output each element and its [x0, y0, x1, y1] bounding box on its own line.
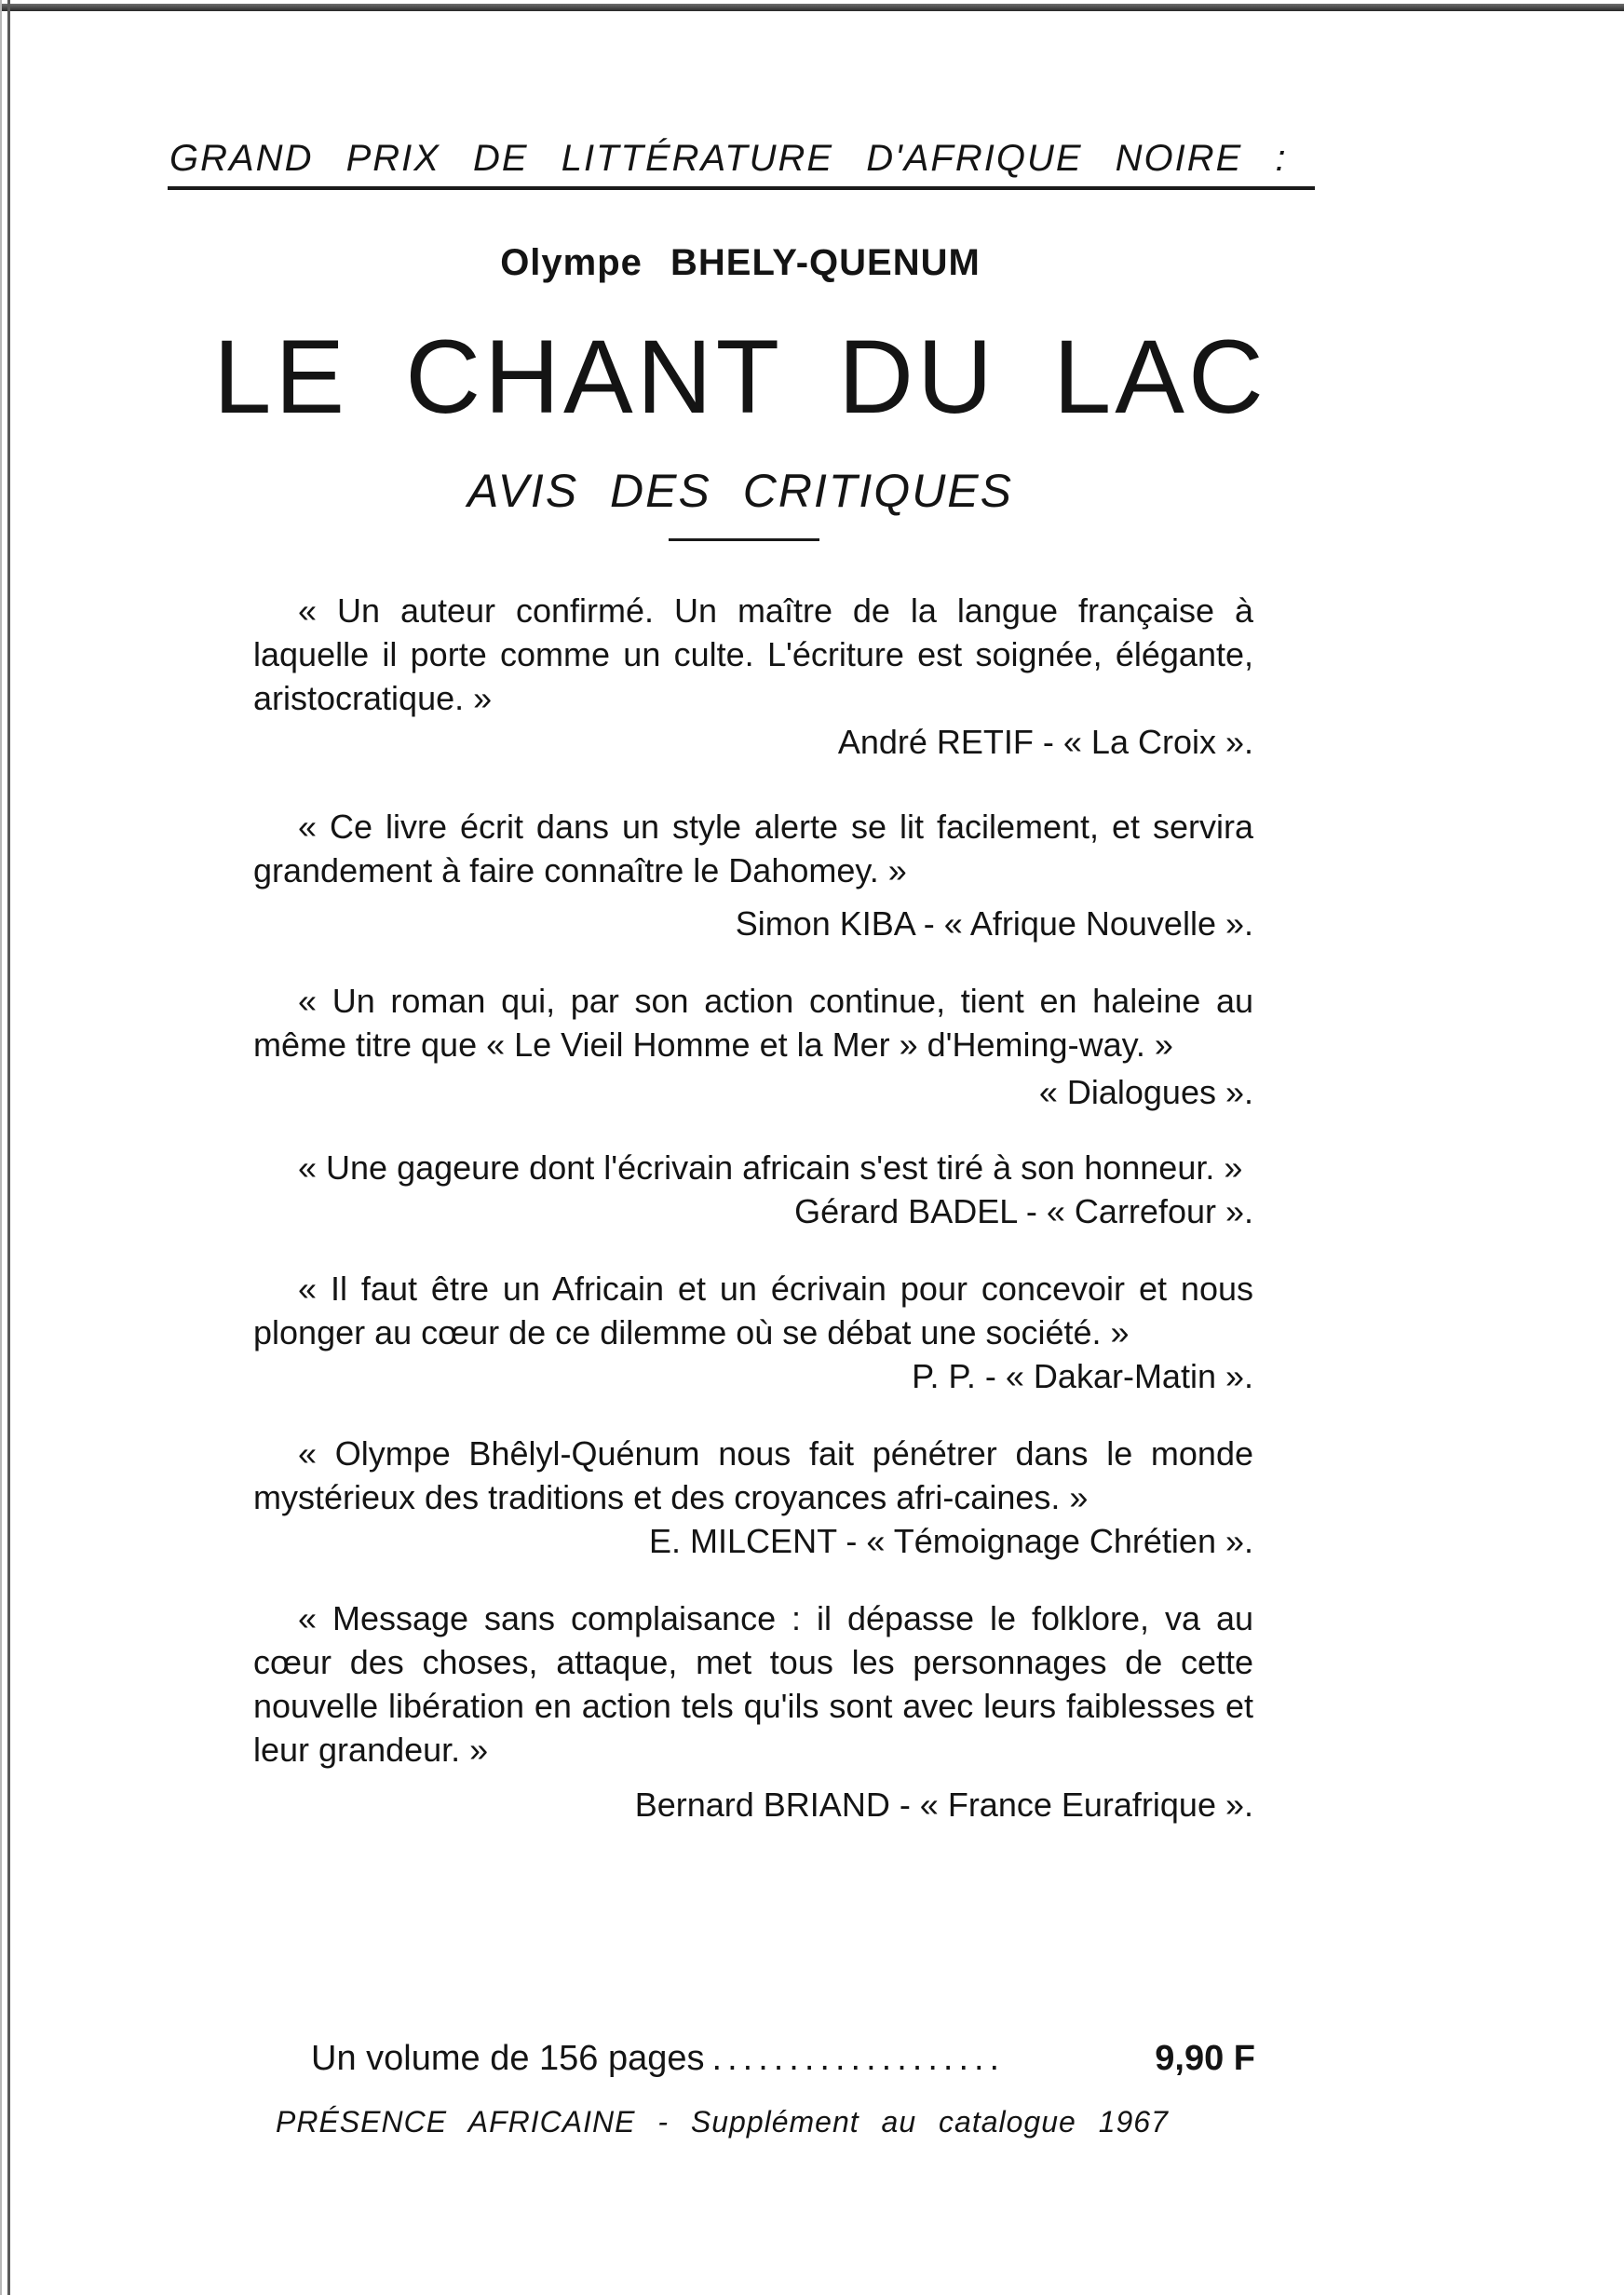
review-item: [253, 979, 1253, 1114]
reviews-list: [253, 589, 1253, 1826]
review-item: [253, 589, 1253, 764]
review-source: « Dialogues ».: [1038, 1073, 1253, 1111]
review-quote: « Ce livre écrit dans un style alerte se lit facilement, et servira grandement à faire connaître le Dahomey. »: [253, 808, 1253, 889]
review-source: Simon KIBA - « Afrique Nouvelle ».: [735, 904, 1253, 943]
author-name: Olympe BHELY-QUENUM: [500, 242, 981, 283]
review-source: E. MILCENT - « Témoignage Chrétien ».: [649, 1522, 1253, 1560]
review-item: [253, 805, 1253, 945]
review-source: Bernard BRIAND - « France Eurafrique ».: [634, 1786, 1253, 1824]
review-quote: « Message sans complaisance : il dépasse le folklore, va au cœur des choses, attaque, met tous les personnages de cette nouvelle libération en action tels qu'ils sont avec leurs faiblesses et leur grandeur. »: [253, 1599, 1253, 1769]
prize-header: GRAND PRIX DE LITTÉRATURE D'AFRIQUE NOIRE :: [169, 138, 1288, 179]
review-quote: « Un auteur confirmé. Un maître de la langue française à laquelle il porte comme un culte. L'écriture est soignée, élégante, aristocratique. »: [253, 591, 1253, 717]
review-source: P. P. - « Dakar-Matin ».: [912, 1357, 1253, 1395]
review-item: [253, 1146, 1253, 1233]
volume-price: 9,90 F: [1155, 2039, 1255, 2078]
review-quote: « Un roman qui, par son action continue, tient en haleine au même titre que « Le Vieil Homme et la Mer » d'Heming-way. »: [253, 982, 1253, 1064]
header-underline: [168, 186, 1315, 190]
review-item: [253, 1432, 1253, 1563]
review-source: Gérard BADEL - « Carrefour ».: [794, 1192, 1253, 1230]
review-quote: « Une gageure dont l'écrivain africain s'est tiré à son honneur. »: [298, 1148, 1243, 1187]
review-source: André RETIF - « La Croix ».: [837, 723, 1253, 761]
volume-label: Un volume de 156 pages: [311, 2039, 705, 2078]
review-quote: « Olympe Bhêlyl-Quénum nous fait pénétrer dans le monde mystérieux des traditions et des croyances afri-caines. »: [253, 1434, 1253, 1516]
review-quote: « Il faut être un Africain et un écrivain pour concevoir et nous plonger au cœur de ce dilemme où se débat une société. »: [253, 1270, 1253, 1351]
volume-price-line: [311, 2036, 1255, 2081]
review-item: [253, 1267, 1253, 1398]
dot-leader: ...................: [711, 2039, 1006, 2078]
review-item: [253, 1596, 1253, 1826]
book-title: LE CHANT DU LAC: [213, 319, 1267, 435]
publisher-footer: PRÉSENCE AFRICAINE - Supplément au catalogue 1967: [276, 2105, 1169, 2139]
section-subtitle: AVIS DES CRITIQUES: [467, 465, 1013, 517]
subtitle-divider: [669, 538, 819, 541]
